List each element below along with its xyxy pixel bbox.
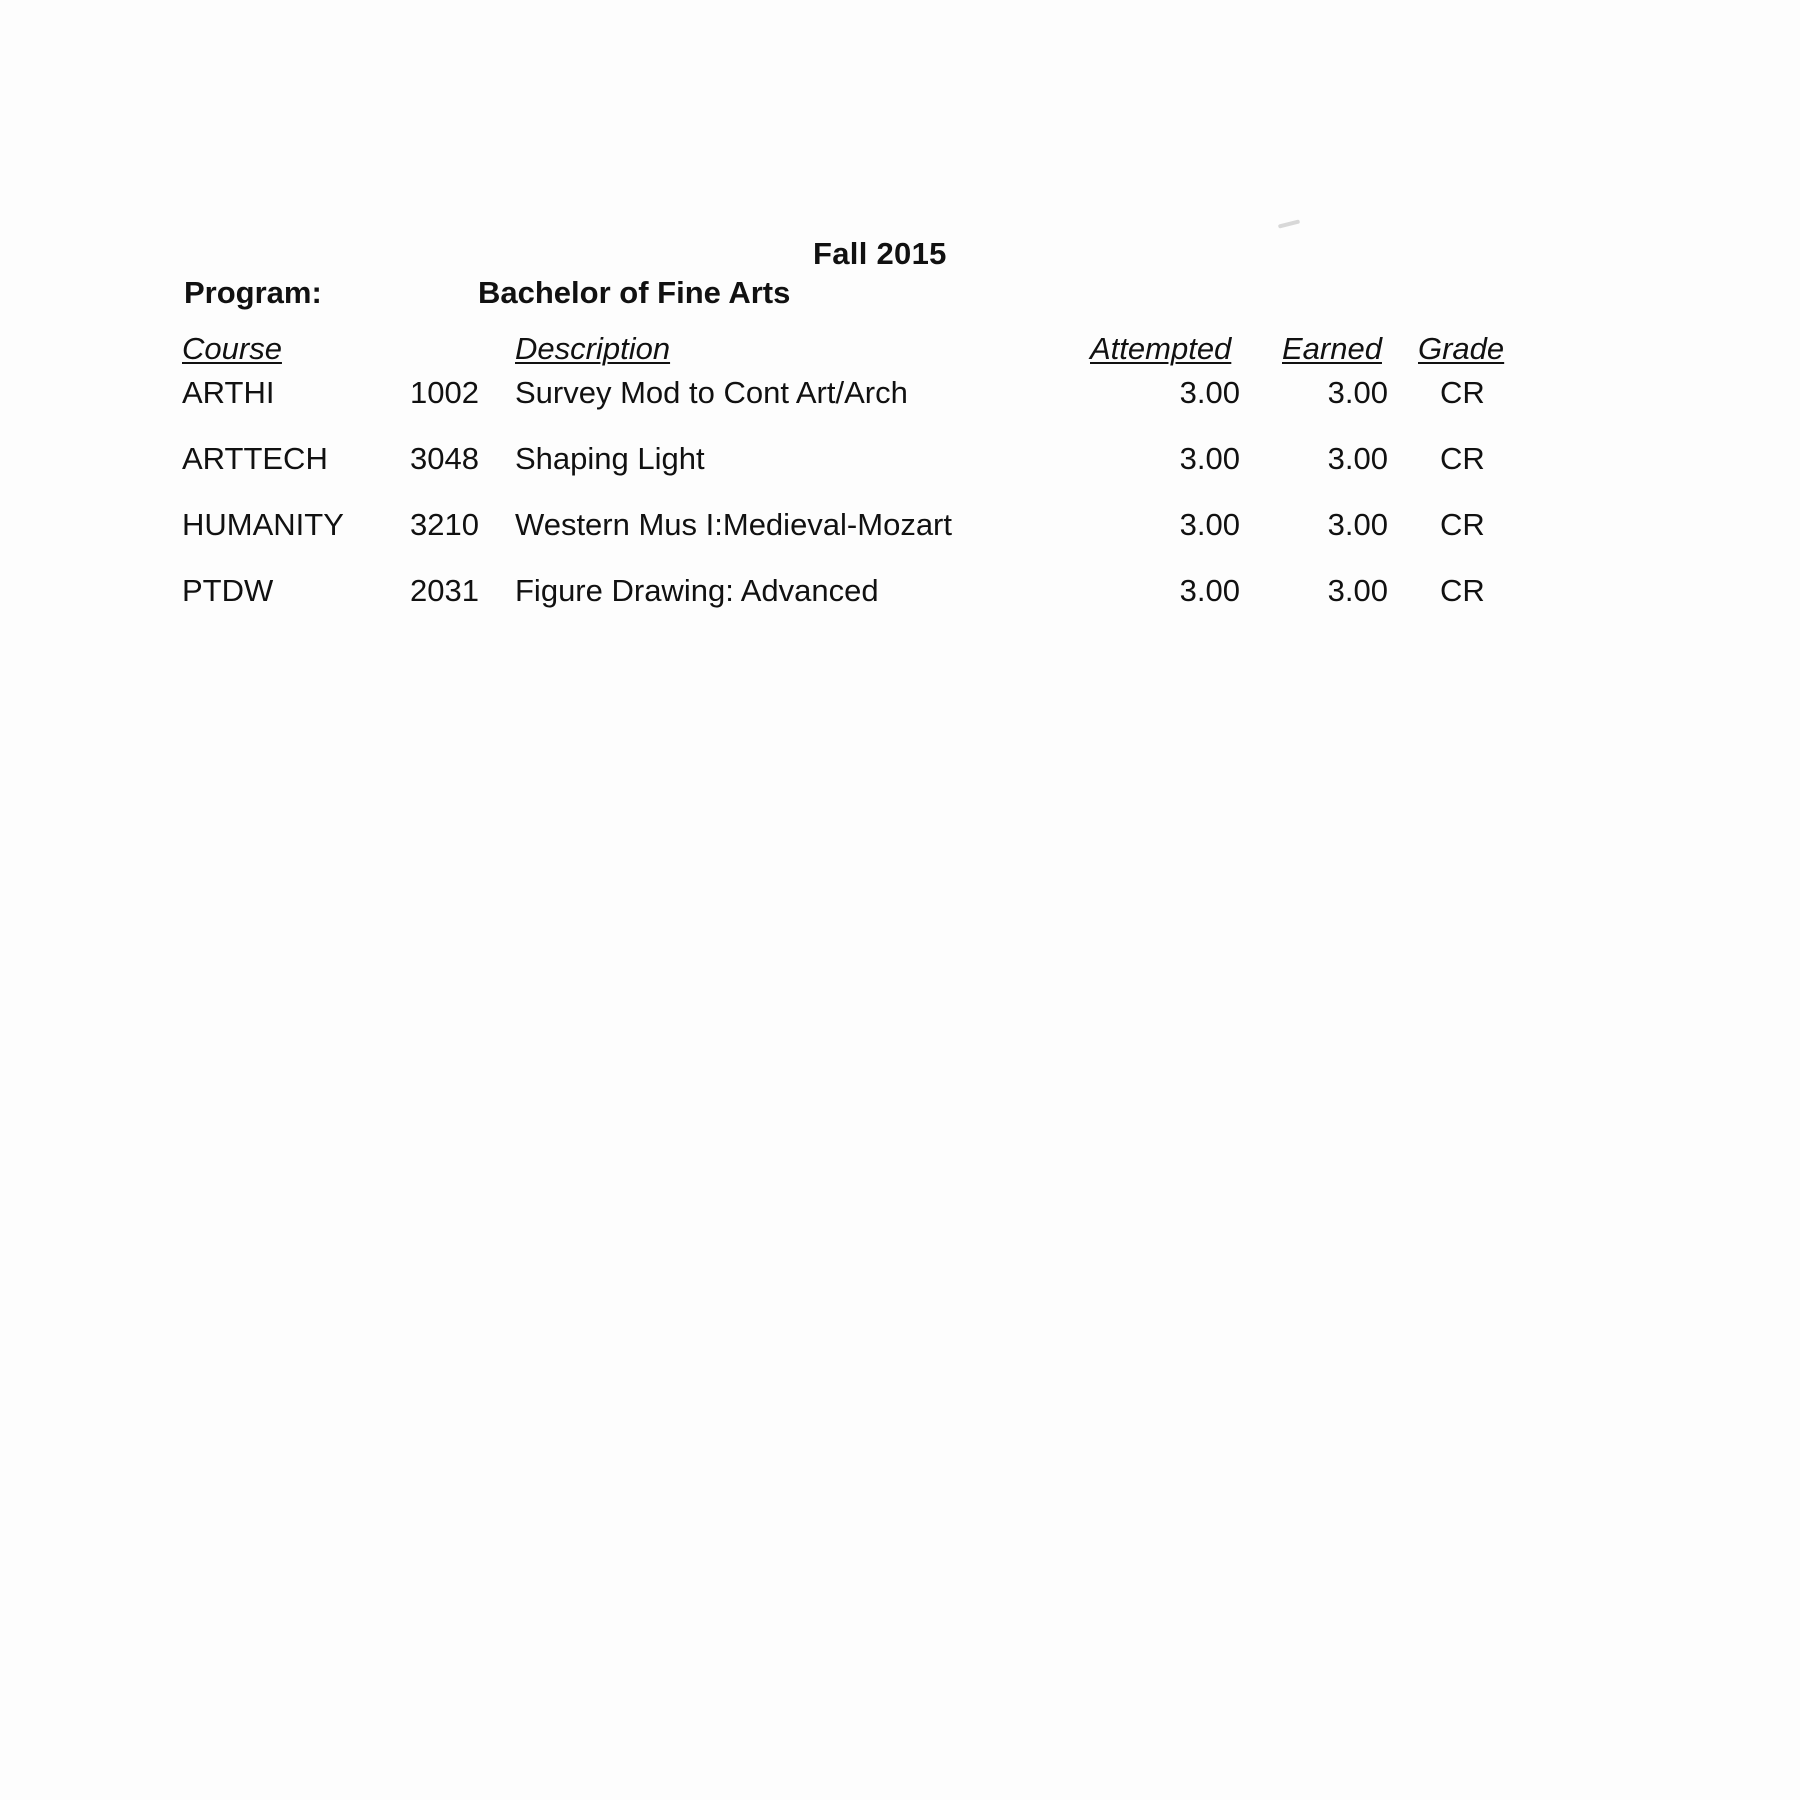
course-subject: PTDW xyxy=(182,573,274,608)
course-earned: 3.00 xyxy=(1327,573,1388,608)
course-grade: CR xyxy=(1440,573,1485,608)
course-number: 1002 xyxy=(410,375,479,410)
course-subject: HUMANITY xyxy=(182,507,344,542)
column-header-attempted: Attempted xyxy=(1090,331,1232,366)
course-description: Western Mus I:Medieval-Mozart xyxy=(515,507,952,542)
column-header-description: Description xyxy=(515,331,671,366)
scan-speck xyxy=(1278,219,1300,228)
term-title: Fall 2015 xyxy=(813,236,947,271)
course-description: Shaping Light xyxy=(515,441,705,476)
course-grade: CR xyxy=(1440,441,1485,476)
course-earned: 3.00 xyxy=(1327,441,1388,476)
course-number: 3210 xyxy=(410,507,479,542)
column-header-earned: Earned xyxy=(1282,331,1382,366)
course-attempted: 3.00 xyxy=(1179,573,1240,608)
program-value: Bachelor of Fine Arts xyxy=(478,275,791,310)
course-earned: 3.00 xyxy=(1327,507,1388,542)
course-attempted: 3.00 xyxy=(1179,507,1240,542)
course-grade: CR xyxy=(1440,507,1485,542)
course-attempted: 3.00 xyxy=(1179,375,1240,410)
course-number: 2031 xyxy=(410,573,479,608)
column-header-grade: Grade xyxy=(1418,331,1505,366)
course-row xyxy=(0,375,1800,419)
column-header-course: Course xyxy=(182,331,282,366)
course-row xyxy=(0,573,1800,617)
course-subject: ARTHI xyxy=(182,375,275,410)
course-description: Survey Mod to Cont Art/Arch xyxy=(515,375,908,410)
course-number: 3048 xyxy=(410,441,479,476)
course-attempted: 3.00 xyxy=(1179,441,1240,476)
course-grade: CR xyxy=(1440,375,1485,410)
course-row xyxy=(0,507,1800,551)
course-earned: 3.00 xyxy=(1327,375,1388,410)
course-description: Figure Drawing: Advanced xyxy=(515,573,879,608)
course-row xyxy=(0,441,1800,485)
course-subject: ARTTECH xyxy=(182,441,328,476)
program-label: Program: xyxy=(184,275,322,310)
